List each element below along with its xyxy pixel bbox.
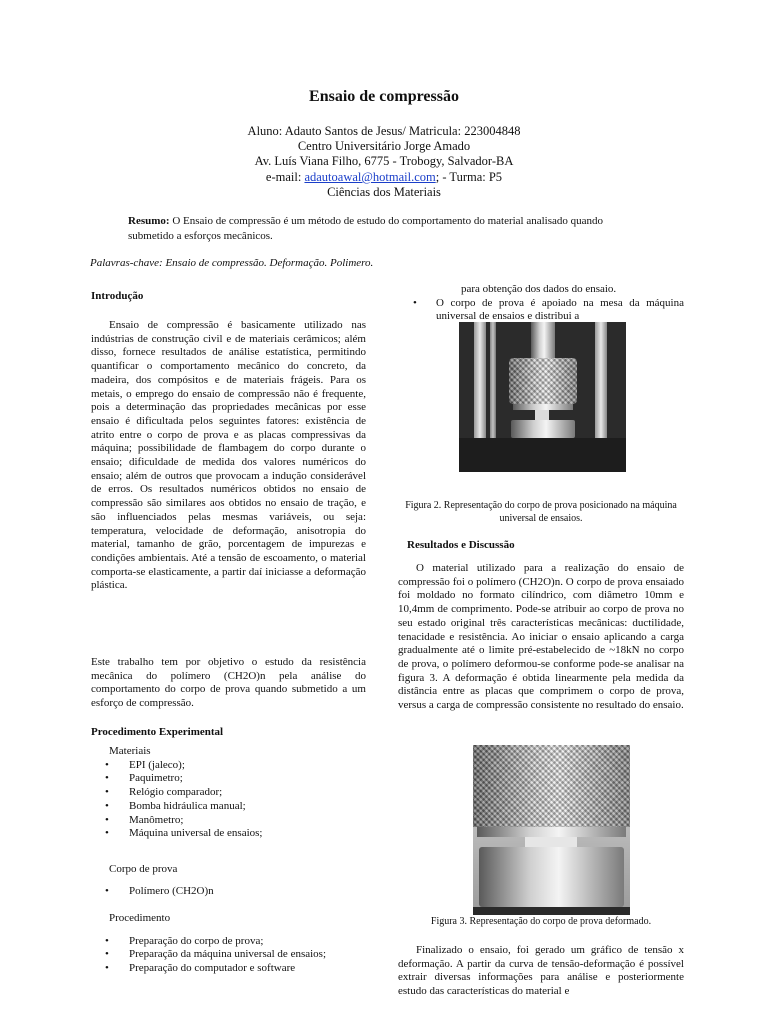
- specimen-label: Corpo de prova: [109, 863, 178, 875]
- machine-base: [459, 438, 626, 472]
- abstract-label: Resumo:: [128, 215, 170, 227]
- abstract: [128, 214, 648, 244]
- list-item: • Máquina universal de ensaios;: [91, 827, 366, 841]
- keywords: Palavras-chave: Ensaio de compressão. Deformação. Polimero.: [90, 257, 374, 269]
- address-line: Av. Luís Viana Filho, 6775 - Trobogy, Salvador-BA: [254, 154, 514, 168]
- list-item: • EPI (jaleco);: [91, 759, 366, 773]
- list-item: • Preparação da máquina universal de ensaios;: [91, 948, 366, 962]
- specimen: [535, 410, 549, 420]
- list-item: • Preparação do corpo de prova;: [91, 935, 366, 949]
- email-prefix: e-mail:: [265, 170, 305, 184]
- list-item: • Relógio comparador;: [91, 786, 366, 800]
- materials-section: [91, 745, 366, 841]
- right-continuation: [398, 283, 684, 324]
- email-line: [0, 170, 768, 185]
- procedure-label: Procedimento: [109, 912, 171, 924]
- results-heading: Resultados e Discussão: [407, 539, 515, 551]
- procedure-section: [91, 912, 366, 976]
- continuation-line: para obtenção dos dados do ensaio.: [461, 283, 617, 295]
- figure-2-caption: Figura 2. Representação do corpo de prova posicionado na máquina universal de ensaios.: [405, 500, 677, 524]
- student-line: Aluno: Adauto Santos de Jesus/ Matricula: 223004848: [247, 124, 521, 138]
- intro-p2-text: Este trabalho tem por objetivo o estudo da resistência mecânica do polímero (CH2O)n pela análise do comportamento do corpo de prova quando submetido a um esforço de compressão.: [91, 656, 366, 710]
- materials-label: Materiais: [109, 745, 151, 757]
- figure-3-caption: Figura 3. Representação do corpo de prova deformado.: [430, 916, 652, 927]
- lower-platen: [511, 420, 575, 438]
- results-paragraph: [398, 562, 684, 713]
- abstract-text: O Ensaio de compressão é um método de estudo do comportamento do material analisado quando submetido a esforços mecânicos.: [128, 215, 604, 242]
- intro-paragraph-2: [91, 656, 366, 711]
- list-item: • Bomba hidráulica manual;: [91, 800, 366, 814]
- list-item: • Manômetro;: [91, 814, 366, 828]
- procedure-heading: Procedimento Experimental: [91, 726, 224, 738]
- figure-2-image: [459, 322, 626, 472]
- materials-list: [91, 759, 366, 841]
- upper-platen: [473, 745, 630, 827]
- specimen-list: [91, 885, 366, 899]
- list-item: • Paquimetro;: [91, 772, 366, 786]
- intro-paragraph-1: [91, 319, 366, 593]
- results-text: O material utilizado para a realização do ensaio de compressão foi o polímero (CH2O)n. O corpo de prova ensaiado foi moldado no formato cilíndrico, com diâmetro 10mm e 10,4mm de comprimento. Pode-se atribuir ao corpo de prova no seu estado original três características mecânicas: ductilidade, tenacidade e resistência. Ao iniciar o ensaio aplicando a carga gradualmente até o limite pré-estabelecido de ~18kN no corpo de prova, o polímero deformou-se conforme pode-se analisar na figura 3. A deformação é obtida linearmente pela medida da distância entre as placas que comprimem o corpo de prova, versus a carga de compressão consistente no resultado do ensaio.: [398, 562, 684, 712]
- upper-shaft: [531, 322, 555, 358]
- list-item: • O corpo de prova é apoiado na mesa da máquina universal de ensaios e distribui a: [373, 297, 684, 324]
- machine-base: [473, 907, 630, 915]
- upper-platen-face: [477, 827, 626, 837]
- specimen-section: [91, 863, 366, 898]
- procedure-list: [91, 935, 366, 976]
- email-link[interactable]: adautoawal@hotmail.com: [304, 170, 436, 184]
- figure-3-image: [473, 745, 630, 915]
- right-bullets: [373, 297, 684, 324]
- lower-platen: [479, 847, 624, 907]
- email-suffix: ; - Turma: P5: [435, 170, 503, 184]
- list-item: • Preparação do computador e software: [91, 962, 366, 976]
- deformed-specimen: [525, 837, 577, 847]
- upper-platen: [509, 358, 577, 404]
- intro-p1-text: Ensaio de compressão é basicamente utilizado nas indústrias de construção civil e de materiais cerâmicos; além disso, fornece resultados de análise estatística, permitindo quantificar o comportamento mecânico do concreto, da madeira, dos compósitos e de materiais frágeis. Para os metais, o emprego do ensaio de compressão não é frequente, pois a determinação das propriedades mecânicas por esse ensaio é dificultada pelos seguintes fatores: existência de atrito entre o corpo de prova e as placas compressivas da máquina; possibilidade de flambagem do corpo durante o ensaio; dificuldade de medida dos valores numéricos do ensaio; além de outros que provocam a indução considerável de erros. Os resultados numéricos obtidos no ensaio de compressão são similares aos obtidos no ensaio de tração, e são influenciados pelas mesmas variáveis, ou seja: temperatura, velocidade de deformação, anisotropia do material, tamanho de grão, porcentagem de impurezas e condições ambientais. Até a tensão de escoamento, o material comporta-se elasticamente, a partir daí iniciasse a deformação plástica.: [91, 319, 366, 592]
- final-text: Finalizado o ensaio, foi gerado um gráfico de tensão x deformação. A partir da curva de tensão-deformação é possível extrair diversas informações para análise e posteriormente estudo das características do material e: [398, 944, 684, 998]
- list-item: • Polímero (CH2O)n: [91, 885, 366, 899]
- course-line: Ciências dos Materiais: [327, 185, 441, 199]
- final-paragraph: [398, 944, 684, 1018]
- institution-line: Centro Universitário Jorge Amado: [297, 139, 471, 153]
- paper-title: Ensaio de compressão: [309, 88, 459, 105]
- intro-heading: Introdução: [91, 290, 144, 302]
